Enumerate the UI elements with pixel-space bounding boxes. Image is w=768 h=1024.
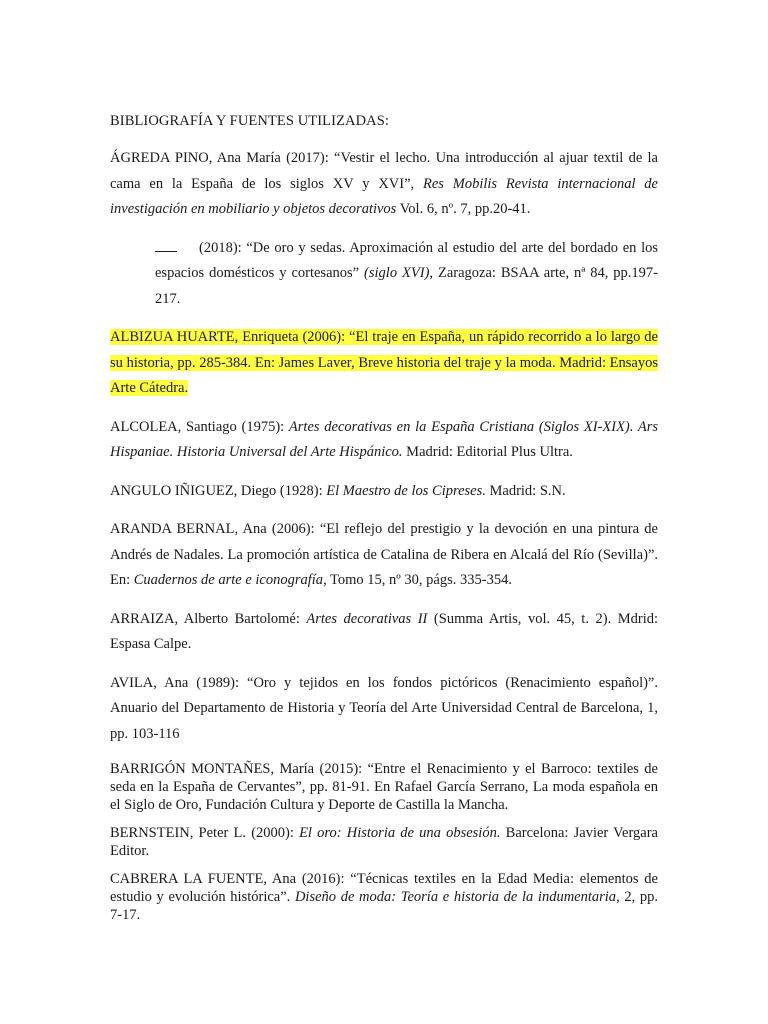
entry-angulo: ANGULO IÑIGUEZ, Diego (1928): El Maestro de los Cipreses. Madrid: S.N. <box>110 482 566 499</box>
entry-avila: AVILA, Ana (1989): “Oro y tejidos en los fondos pictóricos (Renacimiento español)”. Anuario del Departamento de Historia y Teoría del Arte Universidad Central de Barcelona, 1, pp. 103-116 <box>110 674 658 742</box>
entry-cabrera: CABRERA LA FUENTE, Ana (2016): “Técnicas textiles en la Edad Media: elementos de estudio y evolución histórica”. Diseño de moda: Teoría e historia de la indumentaria, 2, pp. 7-17. <box>110 871 659 923</box>
author-repeat-line <box>155 250 177 252</box>
entry-alcolea: ALCOLEA, Santiago (1975): Artes decorativas en la España Cristiana (Siglos XI-XIX). Ars Hispaniae. Historia Universal del Arte Hispánico. Madrid: Editorial Plus Ultra. <box>110 418 658 460</box>
bibliography-page <box>110 112 658 934</box>
entry-albizua-highlighted <box>110 325 658 402</box>
entry-agreda-2018: (2018): “De oro y sedas. Aproximación al estudio del arte del bordado en los espacios domésticos y cortesanos” (siglo XVI), Zaragoza: BSAA arte, nª 84, pp.197-217. <box>155 239 658 307</box>
bibliography-heading: BIBLIOGRAFÍA Y FUENTES UTILIZADAS: <box>110 113 390 129</box>
highlighted-text: ALBIZUA HUARTE, Enriqueta (2006): “El traje en España, un rápido recorrido a lo largo de su historia, pp. 285-384. En: James Laver, Breve historia del traje y la moda. Madrid: Ensayos Arte Cátedra. <box>110 329 658 396</box>
entry-bernstein: BERNSTEIN, Peter L. (2000): El oro: Historia de una obsesión. Barcelona: Javier Vergara Editor. <box>110 825 658 859</box>
entry-arraiza: ARRAIZA, Alberto Bartolomé: Artes decorativas II (Summa Artis, vol. 45, t. 2). Mdrid: Espasa Calpe. <box>110 610 659 652</box>
entry-barrigon: BARRIGÓN MONTAÑES, María (2015): “Entre el Renacimiento y el Barroco: textiles de seda en la España de Cervantes”, pp. 81-91. En Rafael García Serrano, La moda española en el Siglo de Oro, Fundación Cultura y Deporte de Castilla la Mancha. <box>110 761 658 813</box>
entry-agreda-2017: ÁGREDA PINO, Ana María (2017): “Vestir el lecho. Una introducción al ajuar textil de la cama en la España de los siglos XV y XVI”, Res Mobilis Revista internacional de investigación en mobiliario y objetos decorativos Vol. 6, nº. 7, pp.20-41. <box>110 150 658 217</box>
entry-aranda: ARANDA BERNAL, Ana (2006): “El reflejo del prestigio y la devoción en una pintura de Andrés de Nadales. La promoción artística de Catalina de Ribera en Alcalá del Río (Sevilla)”. En: Cuadernos de arte e iconografía, Tomo 15, nº 30, págs. 335-354. <box>110 521 658 588</box>
